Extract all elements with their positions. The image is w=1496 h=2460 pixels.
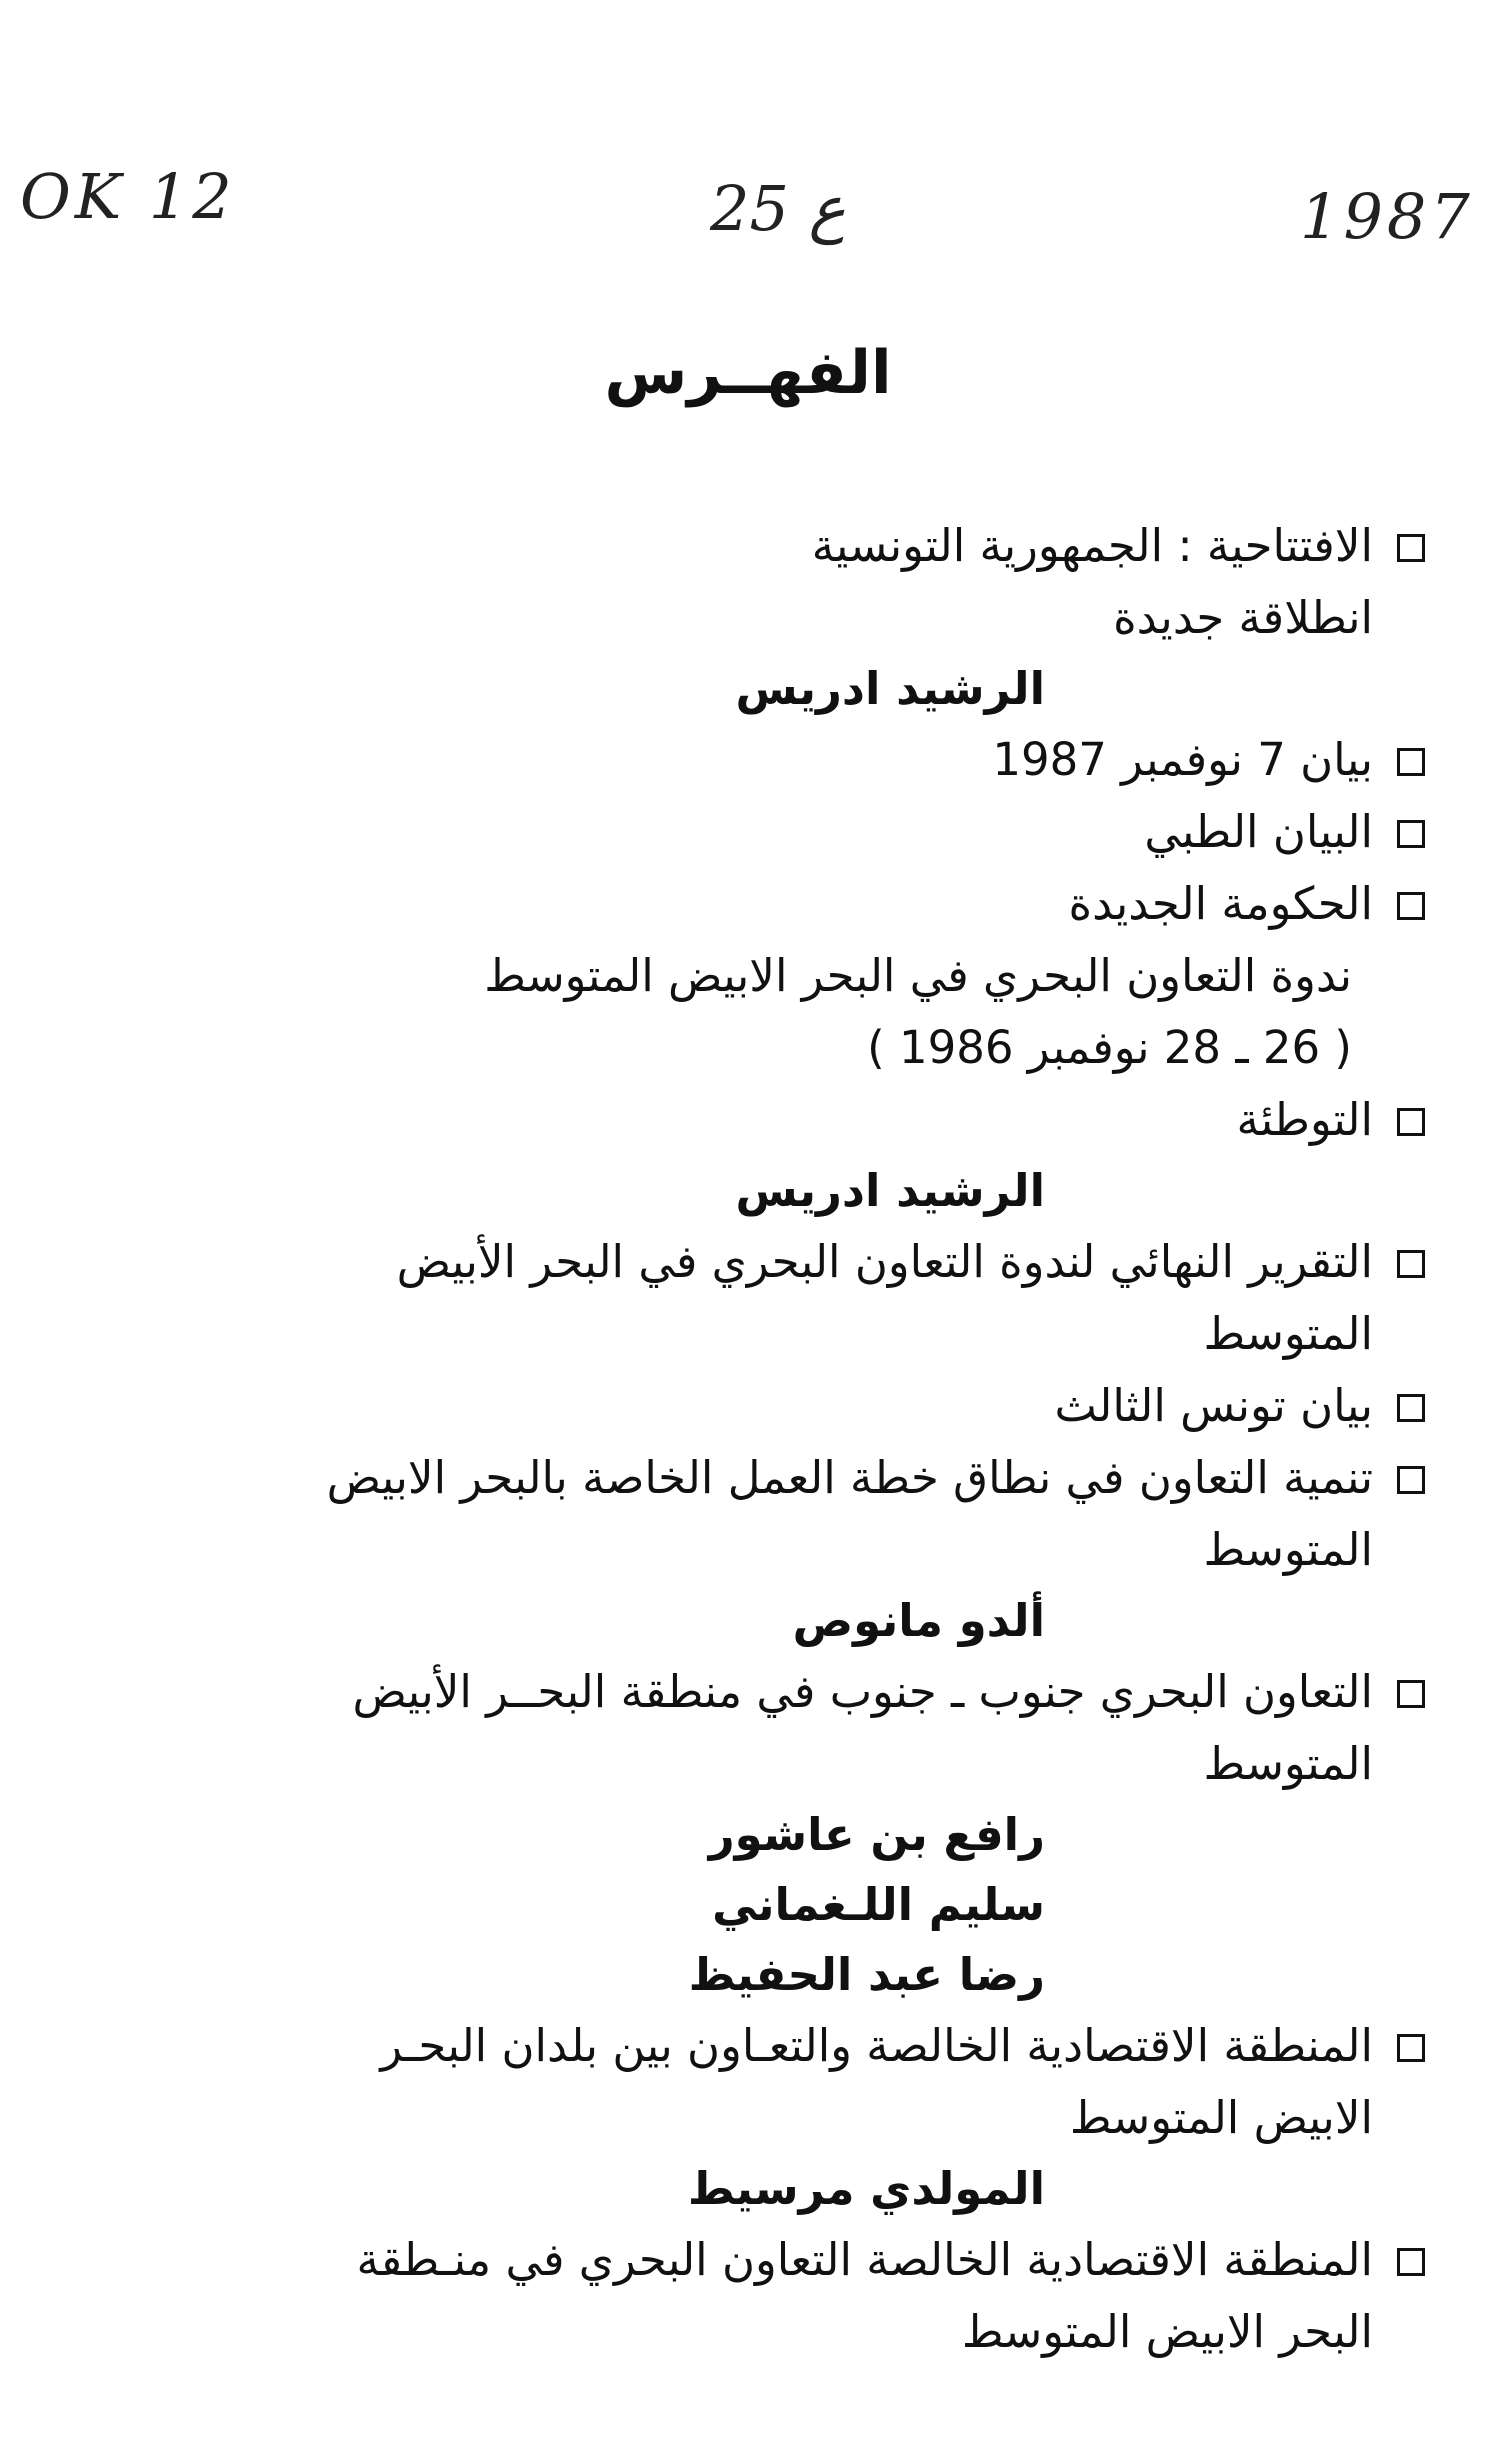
toc-entry-line: بيان تونس الثالث bbox=[1054, 1379, 1373, 1432]
handwritten-note-middle: 25 ع bbox=[710, 172, 846, 245]
toc-entry-line: انطلاقة جديدة bbox=[1113, 591, 1373, 644]
checkbox-square-icon bbox=[1397, 1466, 1425, 1494]
toc-entry-line: بيان 7 نوفمبر 1987 bbox=[992, 733, 1373, 786]
toc-entry-text bbox=[1236, 1084, 1373, 1156]
checkbox-square-icon bbox=[1397, 1394, 1425, 1422]
table-of-contents bbox=[170, 510, 1425, 2368]
toc-entry-text bbox=[380, 2010, 1373, 2154]
toc-author: رافع بن عاشور bbox=[708, 1808, 1045, 1861]
checkbox-square-icon bbox=[1397, 748, 1425, 776]
toc-entry bbox=[170, 1656, 1425, 1800]
toc-entry bbox=[170, 2010, 1425, 2154]
toc-subheading-line: ندوة التعاون البحري في البحر الابيض المتوسط bbox=[484, 949, 1352, 1002]
toc-entry bbox=[170, 1084, 1425, 1156]
toc-entry-line: المتوسط bbox=[1203, 1307, 1373, 1360]
toc-entry-line: البيان الطبي bbox=[1144, 805, 1373, 858]
toc-entry-line: الحكومة الجديدة bbox=[1068, 877, 1373, 930]
toc-author: رضا عبد الحفيظ bbox=[688, 1948, 1045, 2001]
checkbox-square-icon bbox=[1397, 820, 1425, 848]
toc-entry bbox=[170, 796, 1425, 868]
checkbox-square-icon bbox=[1397, 1250, 1425, 1278]
toc-author: الرشيد ادريس bbox=[735, 662, 1045, 715]
toc-entry-line: الابيض المتوسط bbox=[1069, 2091, 1373, 2144]
toc-entry bbox=[170, 724, 1425, 796]
toc-entry-line: المنطقة الاقتصادية الخالصة التعاون البحري في منـطقة bbox=[356, 2233, 1373, 2286]
toc-entry bbox=[170, 1442, 1425, 1586]
toc-entry-line: التوطئة bbox=[1236, 1093, 1373, 1146]
checkbox-square-icon bbox=[1397, 2248, 1425, 2276]
toc-entry-line: البحر الابيض المتوسط bbox=[961, 2305, 1373, 2358]
toc-entry-line: المنطقة الاقتصادية الخالصة والتعـاون بين بلدان البحـر bbox=[380, 2019, 1373, 2072]
checkbox-square-icon bbox=[1397, 892, 1425, 920]
toc-entry-text bbox=[353, 1656, 1373, 1800]
toc-entry-text bbox=[992, 724, 1373, 796]
toc-entry-line: تنمية التعاون في نطاق خطة العمل الخاصة بالبحر الابيض bbox=[326, 1451, 1373, 1504]
toc-author: سليم اللـغماني bbox=[712, 1878, 1045, 1931]
checkbox-square-icon bbox=[1397, 1108, 1425, 1136]
toc-author: ألدو مانوص bbox=[792, 1594, 1045, 1647]
toc-entry-text bbox=[356, 2224, 1373, 2368]
checkbox-square-icon bbox=[1397, 534, 1425, 562]
handwritten-note-left: OK 12 bbox=[20, 160, 236, 233]
toc-entry-text bbox=[1144, 796, 1373, 868]
toc-entry-text bbox=[397, 1226, 1373, 1370]
toc-entry-line: المتوسط bbox=[1203, 1737, 1373, 1790]
toc-entry-text bbox=[1069, 868, 1374, 940]
page-title: الفهــرس bbox=[604, 338, 892, 408]
checkbox-square-icon bbox=[1397, 1680, 1425, 1708]
toc-entry-text bbox=[1054, 1370, 1373, 1442]
toc-subheading-line: ( 26 ـ 28 نوفمبر 1986 ) bbox=[867, 1021, 1352, 1074]
toc-entry-text bbox=[812, 510, 1373, 654]
toc-entry-text bbox=[327, 1442, 1373, 1586]
toc-entry bbox=[170, 510, 1425, 654]
checkbox-square-icon bbox=[1397, 2034, 1425, 2062]
toc-entry bbox=[170, 2224, 1425, 2368]
handwritten-note-right: 1987 bbox=[1300, 180, 1474, 253]
toc-entry-line: التعاون البحري جنوب ـ جنوب في منطقة البحــر الأبيض bbox=[352, 1665, 1373, 1718]
toc-entry-line: المتوسط bbox=[1203, 1523, 1373, 1576]
toc-entry-line: التقرير النهائي لندوة التعاون البحري في البحر الأبيض bbox=[396, 1235, 1373, 1288]
toc-author: الرشيد ادريس bbox=[735, 1164, 1045, 1217]
toc-entry-line: الافتتاحية : الجمهورية التونسية bbox=[811, 519, 1373, 572]
toc-entry bbox=[170, 868, 1425, 940]
toc-author: المولدي مرسيط bbox=[687, 2162, 1045, 2215]
toc-entry bbox=[170, 1226, 1425, 1370]
toc-entry bbox=[170, 1370, 1425, 1442]
